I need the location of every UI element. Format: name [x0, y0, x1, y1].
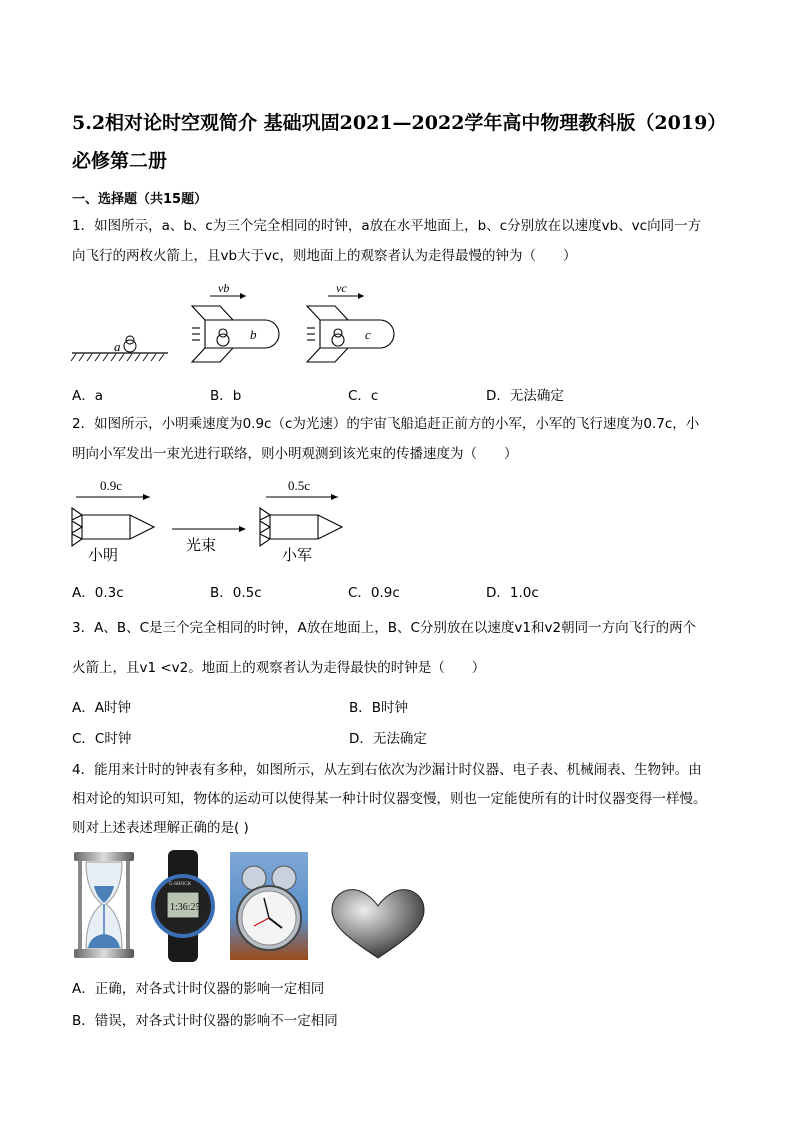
q3-option-c: C．C时钟 [72, 731, 132, 747]
alarm-clock-icon [230, 852, 308, 960]
watch-brand-text: G-SHOCK [169, 882, 192, 887]
q2-figure [68, 474, 358, 570]
rocket-c [307, 306, 394, 362]
q2-option-d: D．1.0c [486, 585, 539, 601]
title-line-2: 必修第二册 [72, 150, 168, 172]
q4-figure [68, 848, 428, 964]
q2-text-line-2: 明向小军发出一束光进行联络，则小明观测到该光束的传播速度为（ ） [72, 446, 518, 462]
speed-right-arrowhead [331, 494, 338, 500]
speed-right-label: 0.5c [288, 478, 311, 493]
q4-text-line-2: 相对论的知识可知，物体的运动可以使得某一种计时仪器变慢，则也一定能使所有的计时仪器变得一样慢。 [72, 791, 707, 807]
velocity-c-label: vc [336, 281, 347, 295]
q1-text-line-2: 向飞行的两枚火箭上，且vb大于vc，则地面上的观察者认为走得最慢的钟为（ ） [72, 248, 577, 264]
rocket-xiaoming [72, 508, 154, 546]
q1-text-line-1: 1．如图所示，a、b、c为三个完全相同的时钟，a放在水平地面上，b、c分别放在以速度vb、vc向同一方 [72, 218, 702, 234]
q1-option-c: C．c [348, 388, 379, 404]
clock-a-icon [124, 336, 136, 352]
q3-text-line-1: 3．A、B、C是三个完全相同的时钟，A放在地面上，B、C分别放在以速度v1和v2朝同一方向飞行的两个 [72, 620, 697, 636]
section-heading: 一、选择题（共15题） [72, 192, 208, 207]
q2-text-line-1: 2．如图所示，小明乘速度为0.9c（c为光速）的宇宙飞船追赶正前方的小军，小军的飞行速度为0.7c，小 [72, 416, 700, 432]
q3-option-a: A．A时钟 [72, 700, 131, 716]
q1-option-a: A．a [72, 388, 104, 404]
watch-time-display: 1:36:25 [170, 902, 201, 913]
ground-hatch [71, 353, 168, 361]
q4-text-line-3: 则对上述表述理解正确的是( ) [72, 820, 249, 836]
velocity-b-label: vb [218, 281, 230, 295]
q1-figure [70, 280, 410, 370]
clock-c-label: c [365, 327, 371, 342]
name-xiaoming: 小明 [88, 546, 119, 564]
q1-option-b: B．b [210, 388, 242, 404]
rocket-xiaojun [260, 508, 342, 546]
clock-a-label: a [114, 339, 121, 354]
light-beam-label: 光束 [186, 536, 217, 554]
q3-option-b: B．B时钟 [349, 700, 409, 716]
q4-option-b: B．错误，对各式计时仪器的影响不一定相同 [72, 1013, 338, 1029]
q2-option-a: A．0.3c [72, 585, 124, 601]
velocity-c-arrowhead [358, 293, 364, 299]
rocket-b [192, 306, 279, 362]
hourglass-icon [74, 852, 134, 958]
q4-option-a: A．正确，对各式计时仪器的影响一定相同 [72, 981, 325, 997]
q2-option-b: B．0.5c [210, 585, 262, 601]
q2-option-c: C．0.9c [348, 585, 400, 601]
name-xiaojun: 小军 [282, 546, 313, 564]
digital-watch-icon [153, 850, 213, 962]
clock-b-label: b [250, 327, 257, 342]
q3-text-line-2: 火箭上，且v1 <v2。地面上的观察者认为走得最快的时钟是（ ） [72, 660, 486, 676]
q3-option-d: D．无法确定 [349, 731, 427, 747]
light-beam-arrowhead [239, 526, 246, 532]
speed-left-label: 0.9c [100, 478, 123, 493]
q4-text-line-1: 4．能用来计时的钟表有多种，如图所示，从左到右依次为沙漏计时仪器、电子表、机械闹表、生物钟。由 [72, 762, 702, 778]
speed-left-arrowhead [143, 494, 150, 500]
velocity-b-arrowhead [240, 293, 246, 299]
heart-icon [332, 890, 424, 958]
title-line-1: 5.2相对论时空观简介 基础巩固2021—2022学年高中物理教科版（2019） [72, 112, 727, 134]
q1-option-d: D．无法确定 [486, 388, 564, 404]
